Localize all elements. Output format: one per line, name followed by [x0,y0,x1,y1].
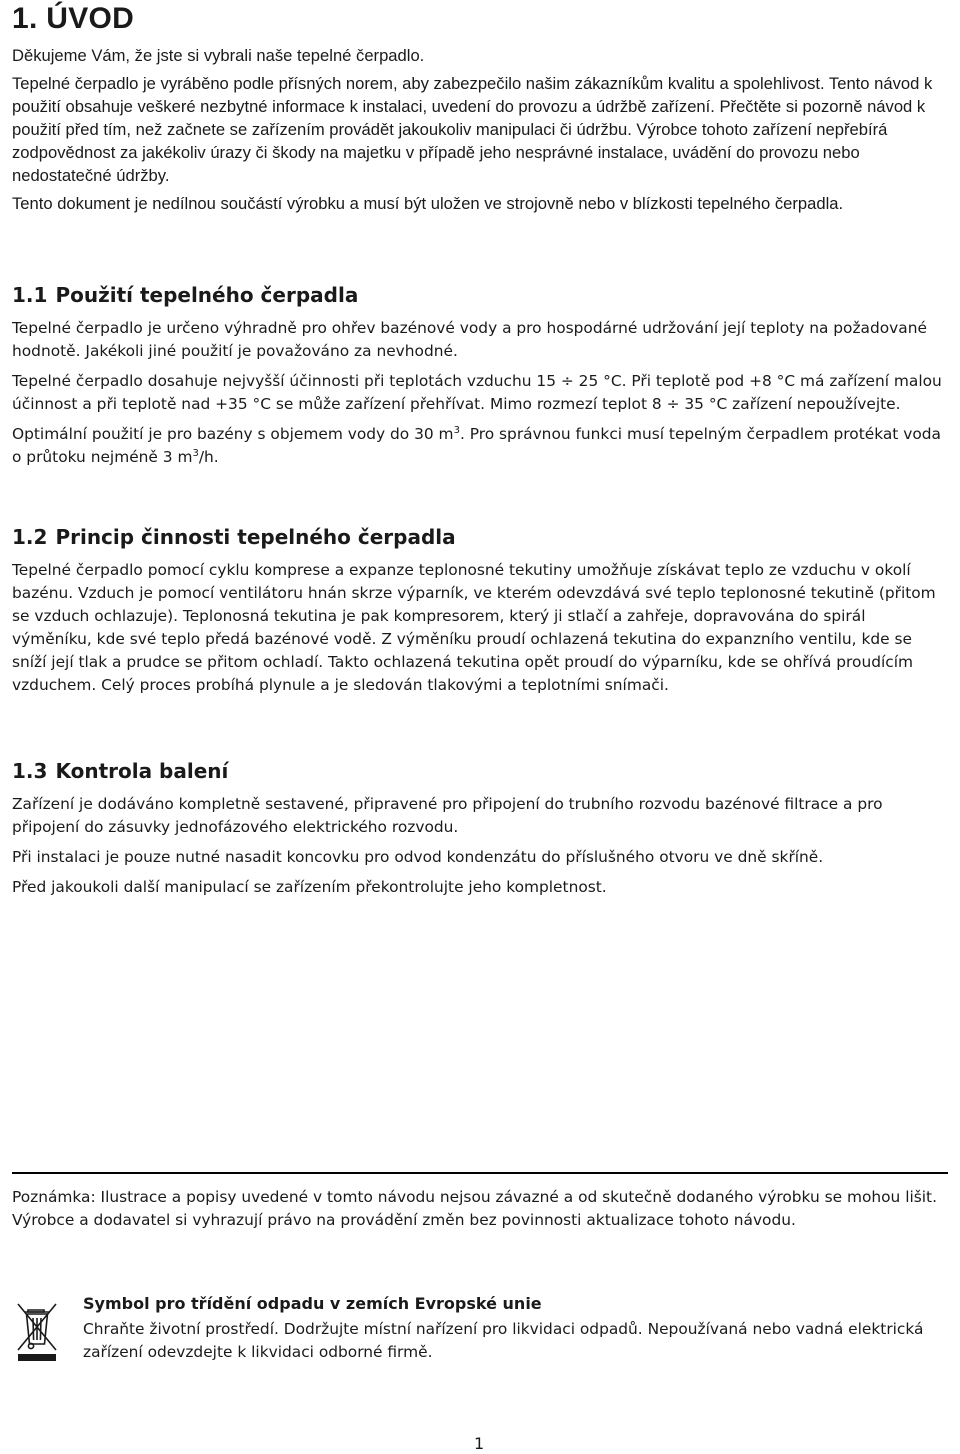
disclaimer-note [12,1172,948,1232]
intro-paragraph: Tepelné čerpadlo je vyráběno podle přísných norem, aby zabezpečilo našim zákazníkům kvalitu a spolehlivost. Tento návod k použití obsahuje veškeré nezbytné informace k instalaci, uvedení do provozu a údržbě zařízení. Přečtěte si pozorně návod k použití před tím, než začnete se zařízením provádět jakoukoliv manipulaci či údržbu. Výrobce tohoto zařízení nepřebírá zodpovědnost za jakékoliv úrazy či škody na majetku v případě jeho nesprávné instalace, uvádění do provozu nebo nedostatečné údržby. [12,74,933,185]
section-package-check [12,758,948,906]
section-number: 1.2 [12,525,48,549]
package-paragraph-2: Při instalaci je pouze nutné nasadit koncovku pro odvod kondenzátu do příslušného otvoru ve dně skříně. [12,848,824,866]
section-number: 1.3 [12,759,48,783]
section-principle-heading [12,524,948,550]
section-usage [12,282,948,476]
section-principle [12,524,948,704]
usage-text-b: . Pro správnou funkci musí tepelným čerpadlem protékat voda o průtoku nejméně 3 m [12,425,941,466]
crossed-out-wheelie-bin-icon [14,1298,60,1362]
usage-paragraph-2: Tepelné čerpadlo dosahuje nejvyšší účinnosti při teplotách vzduchu 15 ÷ 25 °C. Při teplotě pod +8 °C má zařízení malou účinnost a při teplotě nad +35 °C se může zařízení přehřívat. Mimo rozmezí teplot 8 ÷ 35 °C zařízení nepoužívejte. [12,372,942,413]
weee-description: Chraňte životní prostředí. Dodržujte místní nařízení pro likvidaci odpadů. Nepoužívaná nebo vadná elektrická zařízení odevzdejte k likvidaci odborné firmě. [83,1320,924,1361]
weee-text-block [83,1292,943,1364]
disclaimer-text: Poznámka: Ilustrace a popisy uvedené v tomto návodu nejsou závazné a od skutečně dodaného výrobku se mohou lišit. Výrobce a dodavatel si vyhrazují právo na provádění změn bez povinnosti aktualizace tohoto návodu. [12,1188,937,1229]
intro-section [12,44,952,220]
section-usage-heading [12,282,948,308]
usage-paragraph-3 [12,423,948,469]
section-title: Kontrola balení [55,759,229,783]
section-title: Použití tepelného čerpadla [55,283,359,307]
superscript: 3 [192,448,199,459]
usage-text-a: Optimální použití je pro bazény s objemem vody do 30 m [12,425,454,443]
section-package-heading [12,758,948,784]
intro-document-note: Tento dokument je nedílnou součástí výrobku a musí být uložen ve strojovně nebo v blízkosti tepelného čerpadla. [12,194,844,213]
principle-paragraph: Tepelné čerpadlo pomocí cyklu komprese a expanze teplonosné tekutiny umožňuje získávat teplo ze vzduchu v okolí bazénu. Vzduch je pomocí ventilátoru hnán skrze výparník, ve kterém odevzdává své teplo teplonosné tekutině (přitom se vzduch ochlazuje). Teplonosná tekutina je pak kompresorem, který ji stlačí a zahřeje, dopravována do spirál výměníku, kde své teplo předá bazénové vodě. Z výměníku proudí ochlazená tekutina do expanzního ventilu, kde se sníží její tlak a prudce se přitom ochladí. Takto ochlazená tekutina opět proudí do výparníku, kde se ohřívá proudícím vzduchem. Celý proces probíhá plynule a je sledován tlakovými a teplotními snímači. [12,561,936,694]
package-paragraph-3: Před jakoukoli další manipulací se zařízením překontrolujte jeho kompletnost. [12,878,607,896]
usage-text-c: /h. [198,448,219,466]
intro-thanks: Děkujeme Vám, že jste si vybrali naše tepelné čerpadlo. [12,46,425,65]
usage-paragraph-1: Tepelné čerpadlo je určeno výhradně pro ohřev bazénové vody a pro hospodárné udržování její teploty na požadované hodnotě. Jakékoli jiné použití je považováno za nevhodné. [12,319,927,360]
package-paragraph-1: Zařízení je dodáváno kompletně sestavené, připravené pro připojení do trubního rozvodu bazénové filtrace a pro připojení do zásuvky jednofázového elektrického rozvodu. [12,795,883,836]
chapter-heading: 1. ÚVOD [12,2,135,35]
page-number: 1 [474,1434,485,1453]
section-title: Princip činnosti tepelného čerpadla [55,525,456,549]
section-number: 1.1 [12,283,48,307]
superscript: 3 [453,425,460,436]
weee-title: Symbol pro třídění odpadu v zemích Evropské unie [83,1294,542,1313]
